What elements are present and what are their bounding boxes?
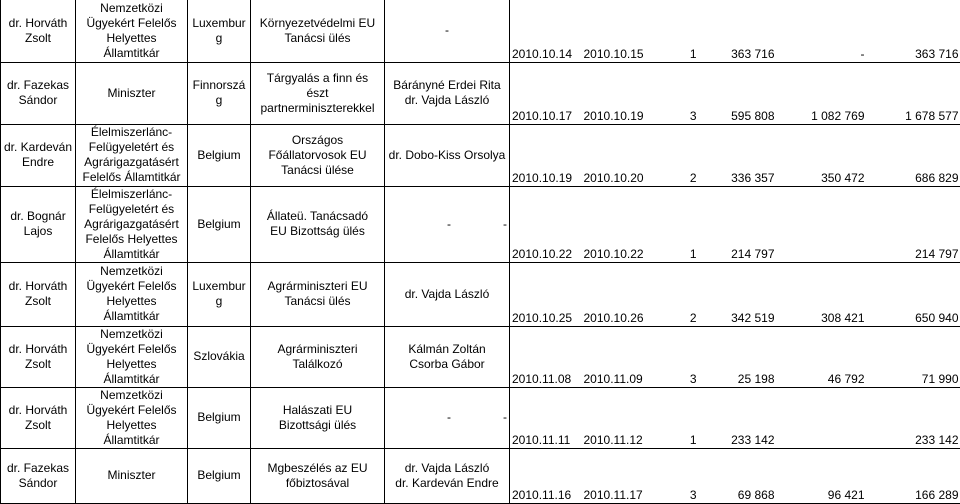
traveler-name-cell <box>1 0 76 62</box>
days-cell: 2 <box>654 262 699 326</box>
days-cell: 3 <box>654 448 699 503</box>
start-date-cell: 2010.10.19 <box>510 124 582 186</box>
participant-line: - <box>387 23 507 38</box>
end-date-cell: 2010.11.12 <box>582 387 654 448</box>
accommodation-cost-cell: 1 082 769 <box>777 62 867 124</box>
position-line: Államtitkár <box>78 46 185 61</box>
participants-cell <box>385 326 510 387</box>
position-line: Államtitkár <box>78 247 185 262</box>
position-line: Államtitkár <box>78 372 185 387</box>
participants-dash-row <box>387 410 507 425</box>
travel-cost-cell: 25 198 <box>699 326 777 387</box>
total-cost-cell: 214 797 <box>867 186 960 262</box>
traveler-name-line: Lajos <box>3 224 73 239</box>
position-line: Nemzetközi <box>78 264 185 279</box>
participants-cell <box>385 262 510 326</box>
traveler-name-line: dr. Horváth <box>3 403 73 418</box>
end-date-cell: 2010.10.15 <box>582 0 654 62</box>
destination-line: Luxembur <box>190 279 248 294</box>
destination-line: Belgium <box>190 148 248 163</box>
participant-line: Kálmán Zoltán <box>387 342 507 357</box>
total-cost-cell: 166 289 <box>867 448 960 503</box>
position-line: Nemzetközi <box>78 327 185 342</box>
start-date-cell: 2010.11.08 <box>510 326 582 387</box>
participant-line: dr. Vajda László <box>387 93 507 108</box>
position-line: Ügyekért Felelős <box>78 342 185 357</box>
traveler-name-cell <box>1 62 76 124</box>
event-line: Mgbeszélés az EU <box>253 461 382 476</box>
event-line: észt <box>253 86 382 101</box>
participant-line: Csorba Gábor <box>387 357 507 372</box>
days-cell: 2 <box>654 124 699 186</box>
destination-cell <box>188 448 251 503</box>
position-line: Felügyeletért és <box>78 140 185 155</box>
traveler-name-line: Zsolt <box>3 294 73 309</box>
accommodation-cost-cell: 96 421 <box>777 448 867 503</box>
end-date-cell: 2010.11.17 <box>582 448 654 503</box>
traveler-name-line: dr. Horváth <box>3 279 73 294</box>
position-cell <box>76 448 188 503</box>
participants-dash-row <box>387 217 507 232</box>
position-cell <box>76 387 188 448</box>
event-line: Agrárminiszteri <box>253 342 382 357</box>
travel-cost-cell: 214 797 <box>699 186 777 262</box>
position-cell <box>76 124 188 186</box>
participants-cell <box>385 124 510 186</box>
traveler-name-line: dr. Fazekas <box>3 461 73 476</box>
traveler-name-line: dr. Bognár <box>3 209 73 224</box>
position-line: Helyettes <box>78 294 185 309</box>
table-row <box>1 387 960 448</box>
position-line: Ügyekért Felelős <box>78 279 185 294</box>
participant-dash: - <box>503 217 507 232</box>
destination-line: Belgium <box>190 217 248 232</box>
days-cell: 3 <box>654 326 699 387</box>
traveler-name-line: dr. Fazekas <box>3 78 73 93</box>
destination-line: Finnorszá <box>190 78 248 93</box>
start-date-cell: 2010.10.25 <box>510 262 582 326</box>
travel-cost-cell: 69 868 <box>699 448 777 503</box>
event-cell <box>251 387 385 448</box>
days-cell: 1 <box>654 0 699 62</box>
position-line: Nemzetközi <box>78 388 185 403</box>
participants-cell <box>385 387 510 448</box>
days-cell: 3 <box>654 62 699 124</box>
total-cost-cell: 650 940 <box>867 262 960 326</box>
event-cell <box>251 262 385 326</box>
total-cost-cell: 233 142 <box>867 387 960 448</box>
destination-cell <box>188 62 251 124</box>
participant-dash: - <box>387 217 451 232</box>
destination-cell <box>188 262 251 326</box>
traveler-name-line: Sándor <box>3 93 73 108</box>
event-line: Találkozó <box>253 357 382 372</box>
participant-line: dr. Vajda László <box>387 461 507 476</box>
traveler-name-line: dr. Horváth <box>3 342 73 357</box>
table-row <box>1 186 960 262</box>
table-row <box>1 448 960 503</box>
destination-line: Belgium <box>190 410 248 425</box>
position-line: Felügyeletért és <box>78 202 185 217</box>
position-line: Nemzetközi <box>78 1 185 16</box>
participant-line: dr. Dobo-Kiss Orsolya <box>387 148 507 163</box>
table-row <box>1 262 960 326</box>
position-line: Ügyekért Felelős <box>78 16 185 31</box>
position-cell <box>76 62 188 124</box>
position-cell <box>76 186 188 262</box>
traveler-name-cell <box>1 124 76 186</box>
destination-cell <box>188 186 251 262</box>
destination-cell <box>188 387 251 448</box>
start-date-cell: 2010.10.17 <box>510 62 582 124</box>
position-line: Agrárigazgatásért <box>78 155 185 170</box>
total-cost-cell: 686 829 <box>867 124 960 186</box>
traveler-name-line: dr. Horváth <box>3 16 73 31</box>
event-line: Tanácsi ülés <box>253 31 382 46</box>
table-row <box>1 0 960 62</box>
days-cell: 1 <box>654 186 699 262</box>
total-cost-cell: 363 716 <box>867 0 960 62</box>
event-line: Tanácsi ülése <box>253 163 382 178</box>
end-date-cell: 2010.10.20 <box>582 124 654 186</box>
accommodation-cost-cell: 350 472 <box>777 124 867 186</box>
event-line: Tárgyalás a finn és <box>253 71 382 86</box>
event-cell <box>251 124 385 186</box>
destination-line: Luxembur <box>190 16 248 31</box>
traveler-name-line: Zsolt <box>3 31 73 46</box>
end-date-cell: 2010.10.22 <box>582 186 654 262</box>
traveler-name-line: Endre <box>3 155 73 170</box>
event-line: EU Bizottság ülés <box>253 224 382 239</box>
table-row <box>1 326 960 387</box>
accommodation-cost-cell <box>777 387 867 448</box>
traveler-name-cell <box>1 387 76 448</box>
position-line: Államtitkár <box>78 433 185 448</box>
accommodation-cost-cell <box>777 186 867 262</box>
start-date-cell: 2010.11.11 <box>510 387 582 448</box>
event-cell <box>251 62 385 124</box>
event-cell <box>251 326 385 387</box>
position-line: Ügyekért Felelős <box>78 403 185 418</box>
traveler-name-line: Zsolt <box>3 418 73 433</box>
end-date-cell: 2010.10.19 <box>582 62 654 124</box>
participants-cell <box>385 62 510 124</box>
position-line: Helyettes <box>78 31 185 46</box>
position-line: Élelmiszerlánc- <box>78 125 185 140</box>
destination-line: g <box>190 31 248 46</box>
table-body <box>1 0 960 503</box>
event-cell <box>251 0 385 62</box>
traveler-name-line: dr. Kardeván <box>3 140 73 155</box>
traveler-name-line: Zsolt <box>3 357 73 372</box>
event-line: Környezetvédelmi EU <box>253 16 382 31</box>
destination-line: g <box>190 294 248 309</box>
position-line: Miniszter <box>78 86 185 101</box>
position-line: Miniszter <box>78 468 185 483</box>
position-line: Felelős Helyettes <box>78 232 185 247</box>
accommodation-cost-cell: 308 421 <box>777 262 867 326</box>
position-line: Felelős Államtitkár <box>78 170 185 185</box>
traveler-name-cell <box>1 186 76 262</box>
event-line: Tanácsi ülés <box>253 294 382 309</box>
traveler-name-line: Sándor <box>3 476 73 491</box>
event-line: Bizottsági ülés <box>253 418 382 433</box>
travel-cost-cell: 595 808 <box>699 62 777 124</box>
start-date-cell: 2010.11.16 <box>510 448 582 503</box>
travel-cost-cell: 336 357 <box>699 124 777 186</box>
table-row <box>1 62 960 124</box>
destination-cell <box>188 326 251 387</box>
position-cell <box>76 262 188 326</box>
accommodation-cost-cell: 46 792 <box>777 326 867 387</box>
participant-line: dr. Vajda László <box>387 287 507 302</box>
position-line: Helyettes <box>78 418 185 433</box>
destination-cell <box>188 0 251 62</box>
participant-line: Bárányné Erdei Rita <box>387 78 507 93</box>
position-line: Helyettes <box>78 357 185 372</box>
position-cell <box>76 0 188 62</box>
start-date-cell: 2010.10.14 <box>510 0 582 62</box>
event-line: Állateü. Tanácsadó <box>253 209 382 224</box>
traveler-name-cell <box>1 262 76 326</box>
travel-cost-cell: 233 142 <box>699 387 777 448</box>
event-line: Agrárminiszteri EU <box>253 279 382 294</box>
destination-line: Szlovákia <box>190 349 248 364</box>
start-date-cell: 2010.10.22 <box>510 186 582 262</box>
end-date-cell: 2010.11.09 <box>582 326 654 387</box>
end-date-cell: 2010.10.26 <box>582 262 654 326</box>
participant-line: dr. Kardeván Endre <box>387 476 507 491</box>
traveler-name-cell <box>1 326 76 387</box>
event-cell <box>251 448 385 503</box>
position-line: Élelmiszerlánc- <box>78 187 185 202</box>
total-cost-cell: 1 678 577 <box>867 62 960 124</box>
destination-line: Belgium <box>190 468 248 483</box>
event-line: Országos <box>253 133 382 148</box>
event-line: Halászati EU <box>253 403 382 418</box>
destination-cell <box>188 124 251 186</box>
event-line: partnerminiszterekkel <box>253 101 382 116</box>
event-cell <box>251 186 385 262</box>
event-line: főbiztosával <box>253 476 382 491</box>
participants-cell <box>385 0 510 62</box>
travel-cost-cell: 363 716 <box>699 0 777 62</box>
event-line: Főállatorvosok EU <box>253 148 382 163</box>
accommodation-cost-cell: - <box>777 0 867 62</box>
traveler-name-cell <box>1 448 76 503</box>
position-line: Államtitkár <box>78 309 185 324</box>
participant-dash: - <box>503 410 507 425</box>
travel-cost-cell: 342 519 <box>699 262 777 326</box>
participant-dash: - <box>387 410 451 425</box>
days-cell: 1 <box>654 387 699 448</box>
participants-cell <box>385 186 510 262</box>
table-row <box>1 124 960 186</box>
total-cost-cell: 71 990 <box>867 326 960 387</box>
destination-line: g <box>190 93 248 108</box>
position-line: Agrárigazgatásért <box>78 217 185 232</box>
participants-cell <box>385 448 510 503</box>
position-cell <box>76 326 188 387</box>
